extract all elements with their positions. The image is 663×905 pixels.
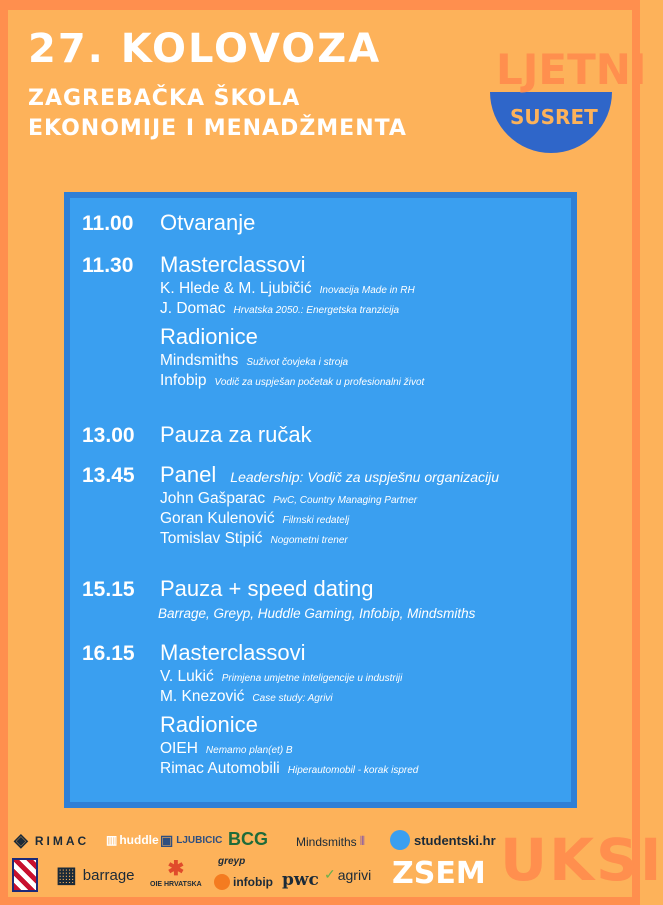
rimac-icon: ◈: [14, 830, 31, 850]
speaker-topic: Case study: Agrivi: [252, 693, 333, 704]
slot-1100: [70, 210, 571, 236]
agrivi-label: agrivi: [337, 866, 372, 883]
bcg-label: BCG: [228, 829, 268, 849]
slot-1615: [70, 640, 571, 778]
speaker-name: Infobip: [160, 372, 207, 389]
slot-title: Masterclassovi: [160, 640, 306, 665]
speaker-name: John Gašparac: [160, 490, 266, 507]
oie-logo: [150, 856, 202, 888]
speaker-topic: Primjena umjetne inteligencije u industriji: [221, 673, 403, 684]
huddle-logo: [106, 833, 159, 847]
speaker-name: Rimac Automobili: [160, 760, 280, 777]
ljubicic-logo: [160, 832, 222, 849]
speaker-topic: Nemamo plan(et) B: [205, 745, 293, 756]
speaker-name: J. Domac: [160, 300, 226, 317]
speaker-topic: Vodič za uspješan početak u profesionalni život: [214, 377, 425, 388]
speaker-name: OIEH: [160, 740, 198, 757]
speaker-name: Mindsmiths: [160, 352, 239, 369]
slot-time: 13.00: [82, 424, 135, 447]
barrage-label: barrage: [82, 866, 135, 884]
panel-subtitle: Leadership: Vodič za uspješnu organizaciju: [230, 469, 500, 485]
barrage-logo: [56, 862, 135, 888]
ljubicic-icon: ▣: [160, 832, 174, 848]
speed-dating-partners: Barrage, Greyp, Huddle Gaming, Infobip, Mindsmiths: [158, 606, 476, 621]
schedule-panel: [64, 192, 577, 808]
list-item: [160, 300, 571, 318]
slot-title: Otvaranje: [160, 210, 256, 235]
pwc-logo: [282, 870, 319, 890]
speaker-topic: Inovacija Made in RH: [319, 285, 415, 296]
slot-1515: [70, 576, 571, 621]
bcg-logo: [228, 829, 268, 850]
logo-line-1: LJETNI: [496, 45, 647, 94]
slot-1300: [70, 422, 571, 448]
speaker-name: M. Knezović: [160, 688, 245, 705]
slot-title: Pauza za ručak: [160, 422, 312, 447]
speaker-topic: PwC, Country Managing Partner: [273, 495, 418, 506]
list-item: [160, 352, 571, 370]
croatia-crest-logo: [12, 858, 38, 892]
list-item: [160, 490, 571, 508]
agrivi-logo: [324, 866, 371, 883]
list-item: [160, 530, 571, 548]
speaker-topic: Nogometni trener: [270, 535, 348, 546]
list-item: [160, 280, 571, 298]
zsem-label: ZSEM: [392, 856, 486, 891]
infobip-logo: [214, 874, 273, 890]
infobip-icon: [214, 874, 230, 890]
speaker-topic: Hiperautomobil - korak ispred: [287, 765, 419, 776]
speaker-name: K. Hlede & M. Ljubičić: [160, 280, 312, 297]
logo-line-2: SUSRET: [510, 105, 598, 129]
huddle-label: huddle: [119, 833, 159, 847]
greyp-logo: [218, 856, 245, 867]
pwc-label: pwc: [282, 870, 319, 890]
slot-1345: [70, 462, 571, 548]
oie-label: OIE HRVATSKA: [150, 881, 202, 888]
huddle-icon: ▥: [106, 833, 118, 847]
list-item: [160, 668, 571, 686]
mindsmiths-logo: [296, 834, 365, 849]
zsem-logo: [392, 856, 486, 891]
slot-time: 11.30: [82, 254, 134, 277]
crest-icon: [12, 858, 38, 892]
ljubicic-label: LJUBICIC: [176, 835, 223, 846]
list-item: [160, 740, 571, 758]
venue-line-1: ZAGREBAČKA ŠKOLA: [28, 86, 301, 111]
uksi-logo: UKSI: [500, 826, 663, 894]
section-heading: Radionice: [160, 712, 258, 737]
slot-title: Pauza + speed dating: [160, 576, 374, 601]
infobip-label: infobip: [233, 875, 273, 889]
section-heading: Radionice: [160, 324, 258, 349]
list-item: [160, 760, 571, 778]
slot-time: 15.15: [82, 578, 135, 601]
studentski-label: studentski.hr: [414, 832, 496, 848]
speaker-name: Tomislav Stipić: [160, 530, 263, 547]
speaker-topic: Suživot čovjeka i stroja: [246, 357, 349, 368]
barrage-icon: ▦: [56, 862, 77, 887]
slot-1130: [70, 252, 571, 390]
greyp-label: greyp: [218, 856, 246, 867]
ljetni-susret-logo: [488, 20, 647, 160]
slot-title: Masterclassovi: [160, 252, 306, 277]
mindsmiths-icon: ⦀: [359, 834, 365, 848]
list-item: [160, 688, 571, 706]
slot-time: 11.00: [82, 212, 134, 235]
rimac-logo: [14, 830, 89, 851]
speaker-topic: Filmski redatelj: [282, 515, 350, 526]
list-item: [160, 372, 571, 390]
agrivi-icon: ✓: [324, 866, 336, 882]
slot-time: 16.15: [82, 642, 135, 665]
slot-time: 13.45: [82, 464, 135, 487]
speaker-name: Goran Kulenović: [160, 510, 275, 527]
venue-line-2: EKONOMIJE I MENADŽMENTA: [28, 116, 407, 141]
speaker-name: V. Lukić: [160, 668, 214, 685]
studentski-logo: [390, 830, 496, 850]
oie-icon: ✱: [167, 858, 185, 880]
slot-title: Panel: [160, 462, 217, 487]
header: [28, 26, 407, 144]
speaker-topic: Hrvatska 2050.: Energetska tranzicija: [233, 305, 400, 316]
list-item: [160, 510, 571, 528]
rimac-label: RIMAC: [34, 833, 90, 848]
event-date: 27. KOLOVOZA: [28, 26, 382, 72]
mindsmiths-label: Mindsmiths: [296, 834, 357, 849]
studentski-icon: [390, 830, 410, 850]
